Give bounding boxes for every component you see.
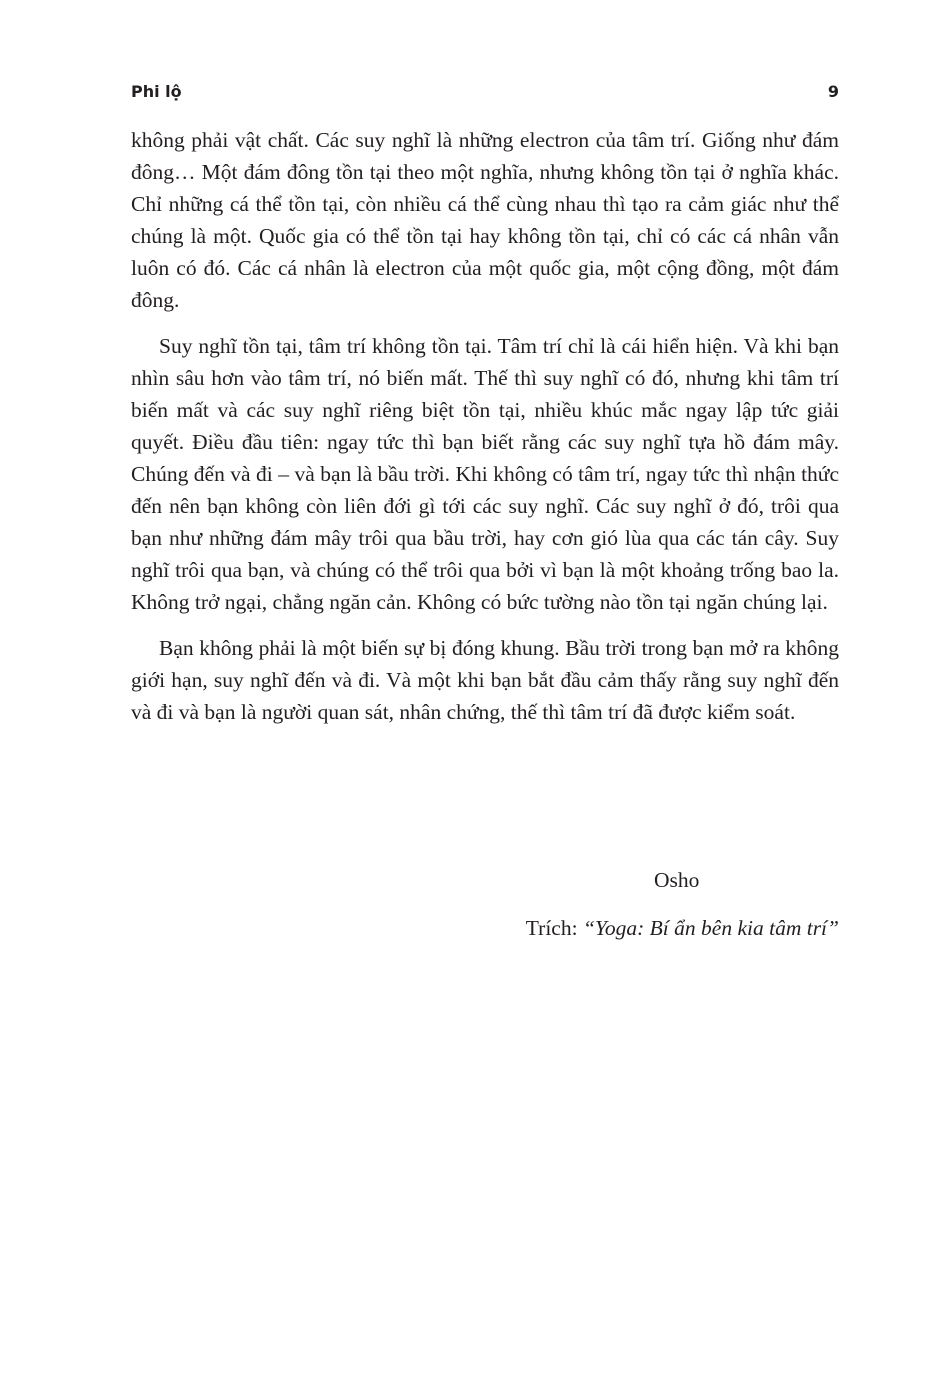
paragraph: Bạn không phải là một biến sự bị đóng khung. Bầu trời trong bạn mở ra không giới hạn, suy nghĩ đến và đi. Và một khi bạn bắt đầu cảm thấy rằng suy nghĩ đến và đi và bạn là người quan sát, nhân chứng, thế thì tâm trí đã được kiểm soát. <box>131 636 839 724</box>
paragraph: Suy nghĩ tồn tại, tâm trí không tồn tại. Tâm trí chỉ là cái hiển hiện. Và khi bạn nhìn sâu hơn vào tâm trí, nó biến mất. Thế thì suy nghĩ có đó, nhưng khi tâm trí biến mất và các suy nghĩ riêng biệt tồn tại, nhiều khúc mắc ngay lập tức giải quyết. Điều đầu tiên: ngay tức thì bạn biết rằng các suy nghĩ tựa hồ đám mây. Chúng đến và đi – và bạn là bầu trời. Khi không có tâm trí, ngay tức thì nhận thức đến nên bạn không còn liên đới gì tới các suy nghĩ. Các suy nghĩ ở đó, trôi qua bạn như những đám mây trôi qua bầu trời, hay cơn gió lùa qua các tán cây. Suy nghĩ trôi qua bạn, và chúng có thể trôi qua bởi vì bạn là một khoảng trống bao la. Không trở ngại, chẳng ngăn cản. Không có bức tường nào tồn tại ngăn chúng lại. <box>131 334 839 614</box>
chapter-title: Phi lộ <box>131 82 182 101</box>
paragraph-continued: không phải vật chất. Các suy nghĩ là những electron của tâm trí. Giống như đám đông… Một đám đông tồn tại theo một nghĩa, nhưng không tồn tại ở nghĩa khác. Chỉ những cá thể tồn tại, còn nhiều cá thể cùng nhau thì tạo ra cảm giác như thể chúng là một. Quốc gia có thể tồn tại hay không tồn tại, chỉ có các cá nhân vẫn luôn có đó. Các cá nhân là electron của một quốc gia, một cộng đồng, một đám đông. <box>131 128 839 312</box>
source-book-title: “Yoga: Bí ẩn bên kia tâm trí” <box>582 916 839 940</box>
running-header <box>131 80 839 104</box>
source-prefix: Trích: <box>525 916 583 940</box>
author-name: Osho <box>654 868 700 892</box>
body-text <box>131 124 839 742</box>
source-citation <box>526 912 839 944</box>
page-number: 9 <box>827 82 839 101</box>
